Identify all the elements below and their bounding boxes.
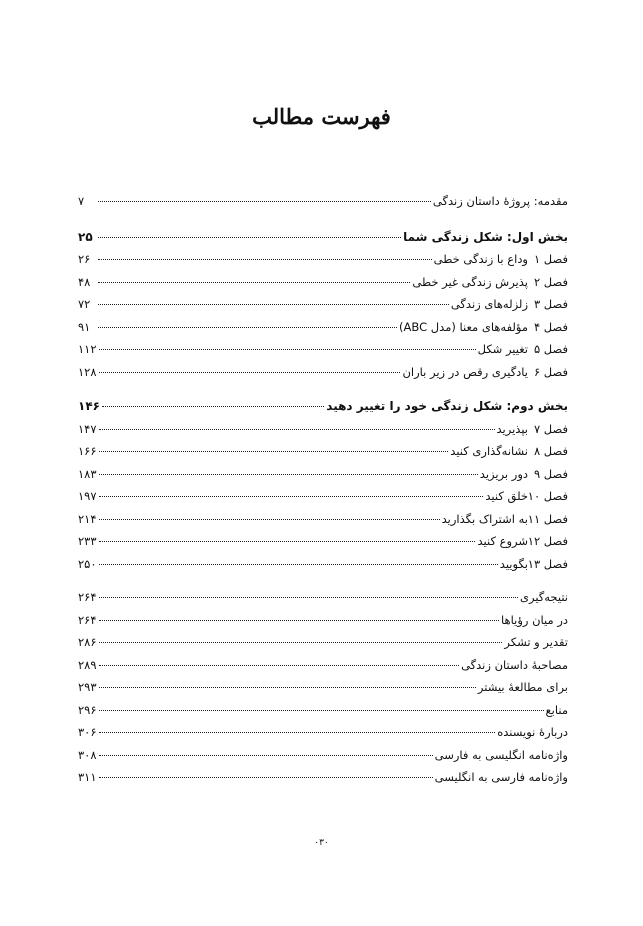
dot-leader: [102, 406, 324, 407]
dot-leader: [99, 732, 496, 733]
toc-chapter[interactable]: [78, 422, 568, 445]
toc-part-title: بخش اول: شکل زندگی شما: [403, 229, 568, 244]
toc-page-number: ۲۸۶: [78, 635, 97, 649]
toc-chapter-label: فصل ۸: [533, 444, 568, 458]
toc-entry-back-matter[interactable]: [78, 635, 568, 658]
toc-entry-back-matter[interactable]: [78, 590, 568, 613]
toc-chapter-title: نشانه‌گذاری کنید: [450, 444, 528, 458]
dot-leader: [99, 349, 476, 350]
toc-part-title: بخش دوم: شکل زندگی خود را تغییر دهید: [326, 399, 568, 413]
toc-entry-back-matter[interactable]: [78, 725, 568, 748]
toc-page-number: ۱۶۶: [78, 444, 97, 458]
toc-chapter-title: یادگیری رقص در زیر باران: [402, 364, 528, 379]
toc-chapter-label: فصل ۱۳: [527, 556, 568, 571]
toc-chapter-label: فصل ۷: [533, 421, 568, 436]
toc-entry-title: تقدیر و تشکر: [504, 635, 568, 649]
toc-chapter[interactable]: [78, 534, 568, 557]
dot-leader: [99, 541, 476, 542]
toc-chapter[interactable]: [78, 489, 568, 512]
toc-chapter[interactable]: [78, 512, 568, 535]
dot-leader: [99, 519, 440, 520]
toc-page-number: ۱۴۷: [78, 421, 97, 436]
toc-entry-back-matter[interactable]: [78, 613, 568, 636]
toc-chapter-title: بگویید: [499, 556, 528, 571]
toc-chapter-label: فصل ۴: [533, 319, 568, 334]
dot-leader: [99, 665, 460, 666]
toc-chapter-label: فصل ۱: [533, 252, 568, 266]
toc-page-number: ۲۶۴: [78, 590, 97, 604]
dot-leader: [98, 304, 449, 305]
toc-chapter-title: پذیرش زندگی غیر خطی: [412, 274, 528, 289]
dot-leader: [98, 259, 432, 260]
dot-leader: [98, 201, 431, 202]
dot-leader: [99, 474, 478, 475]
toc-chapter-title: زلزله‌های زندگی: [450, 297, 528, 311]
toc-entry-back-matter[interactable]: [78, 748, 568, 771]
toc-page-number: ۲۳۳: [78, 534, 97, 548]
toc-entry-title: نتیجه‌گیری: [519, 590, 568, 604]
toc-part-2-heading[interactable]: [78, 399, 568, 422]
toc-chapter-label: فصل ۵: [533, 342, 568, 356]
toc-chapter[interactable]: [78, 365, 568, 388]
dot-leader: [99, 777, 433, 778]
toc-page-number: ۷: [78, 194, 85, 208]
toc-page-number: ۲۵۰: [78, 556, 97, 571]
dot-leader: [98, 282, 410, 283]
toc-entry-title: مقدمه: پروژهٔ داستان زندگی: [432, 194, 568, 208]
toc-entry-back-matter[interactable]: [78, 658, 568, 681]
toc-page-number: ۳۱۱: [78, 770, 97, 784]
toc-chapter-label: فصل ۳: [533, 297, 568, 311]
toc-chapter-title: به اشتراک بگذارید: [441, 511, 528, 526]
toc-chapter[interactable]: [78, 320, 568, 343]
toc-page-number: ۲۵: [78, 229, 93, 244]
toc-chapter[interactable]: [78, 557, 568, 580]
toc-entry-back-matter[interactable]: [78, 680, 568, 703]
toc-chapter[interactable]: [78, 297, 568, 320]
toc-entry-title: مصاحبهٔ داستان زندگی: [461, 657, 568, 672]
toc-chapter[interactable]: [78, 275, 568, 298]
toc-chapter-title: خلق کنید: [485, 489, 528, 503]
toc-chapter[interactable]: [78, 342, 568, 365]
toc-chapter-title: بپذیرید: [496, 421, 528, 436]
toc-entry-title: واژه‌نامه انگلیسی به فارسی: [434, 747, 568, 762]
toc-page-number: ۲۸۹: [78, 657, 97, 672]
toc-chapter-label: فصل ۲: [533, 274, 568, 289]
toc-page-number: ۱۱۲: [78, 342, 97, 356]
toc-chapter-title: دور بریزید: [479, 466, 528, 481]
dot-leader: [99, 451, 449, 452]
dot-leader: [99, 372, 401, 373]
page-title: فهرست مطالب: [252, 104, 391, 129]
toc-page-number: ۴۸: [78, 274, 91, 289]
dot-leader: [99, 429, 495, 430]
toc-page-number: ۲۹۳: [78, 680, 97, 694]
toc-chapter-title: شروع کنید: [477, 534, 528, 548]
toc-entry-back-matter[interactable]: [78, 770, 568, 793]
toc-chapter-label: فصل ۱۱: [527, 511, 568, 526]
toc-page-number: ۲۹۶: [78, 702, 97, 717]
toc-chapter-label: فصل ۱۲: [527, 534, 568, 548]
dot-leader: [99, 597, 518, 598]
toc-chapter-title: تغییر شکل: [477, 342, 528, 356]
toc-entry-title: واژه‌نامه فارسی به انگلیسی: [434, 770, 568, 784]
page-number-footer: ۰۳۰: [314, 838, 329, 848]
toc-entry-title: برای مطالعهٔ بیشتر: [477, 680, 568, 694]
dot-leader: [99, 642, 503, 643]
toc-page-number: ۲۶: [78, 252, 91, 266]
toc-chapter[interactable]: [78, 252, 568, 275]
table-of-contents: [78, 194, 568, 793]
toc-page-number: ۱۸۳: [78, 466, 97, 481]
toc-entry-title: در میان رؤیاها: [501, 612, 568, 627]
toc-chapter-title: مؤلفه‌های معنا (مدل ABC): [399, 319, 528, 334]
toc-chapter[interactable]: [78, 467, 568, 490]
toc-chapter[interactable]: [78, 444, 568, 467]
toc-chapter-label: فصل ۹: [533, 466, 568, 481]
dot-leader: [99, 620, 500, 621]
toc-page-number: ۲۱۴: [78, 511, 97, 526]
toc-chapter-label: فصل ۶: [533, 364, 568, 379]
toc-page-number: ۱۹۷: [78, 489, 97, 503]
toc-chapter-label: فصل ۱۰: [527, 489, 568, 503]
toc-page-number: ۷۲: [78, 297, 91, 311]
dot-leader: [98, 237, 401, 238]
toc-chapter-title: وداع با زندگی خطی: [433, 252, 528, 266]
toc-page-number: ۳۰۶: [78, 725, 97, 739]
toc-page-number: ۹۱: [78, 319, 91, 334]
toc-page-number: ۲۶۴: [78, 612, 97, 627]
dot-leader: [99, 564, 498, 565]
dot-leader: [99, 755, 433, 756]
toc-part-1-heading[interactable]: [78, 230, 568, 253]
dot-leader: [99, 496, 484, 497]
toc-entry-intro[interactable]: [78, 194, 568, 217]
dot-leader: [99, 687, 476, 688]
toc-entry-title: دربارهٔ نویسنده: [497, 725, 568, 739]
toc-entry-title: منابع: [545, 702, 568, 717]
toc-entry-back-matter[interactable]: [78, 703, 568, 726]
dot-leader: [99, 710, 544, 711]
dot-leader: [98, 327, 397, 328]
toc-page-number: ۳۰۸: [78, 747, 97, 762]
toc-page-number: ۱۴۶: [78, 399, 100, 413]
toc-page-number: ۱۲۸: [78, 364, 97, 379]
